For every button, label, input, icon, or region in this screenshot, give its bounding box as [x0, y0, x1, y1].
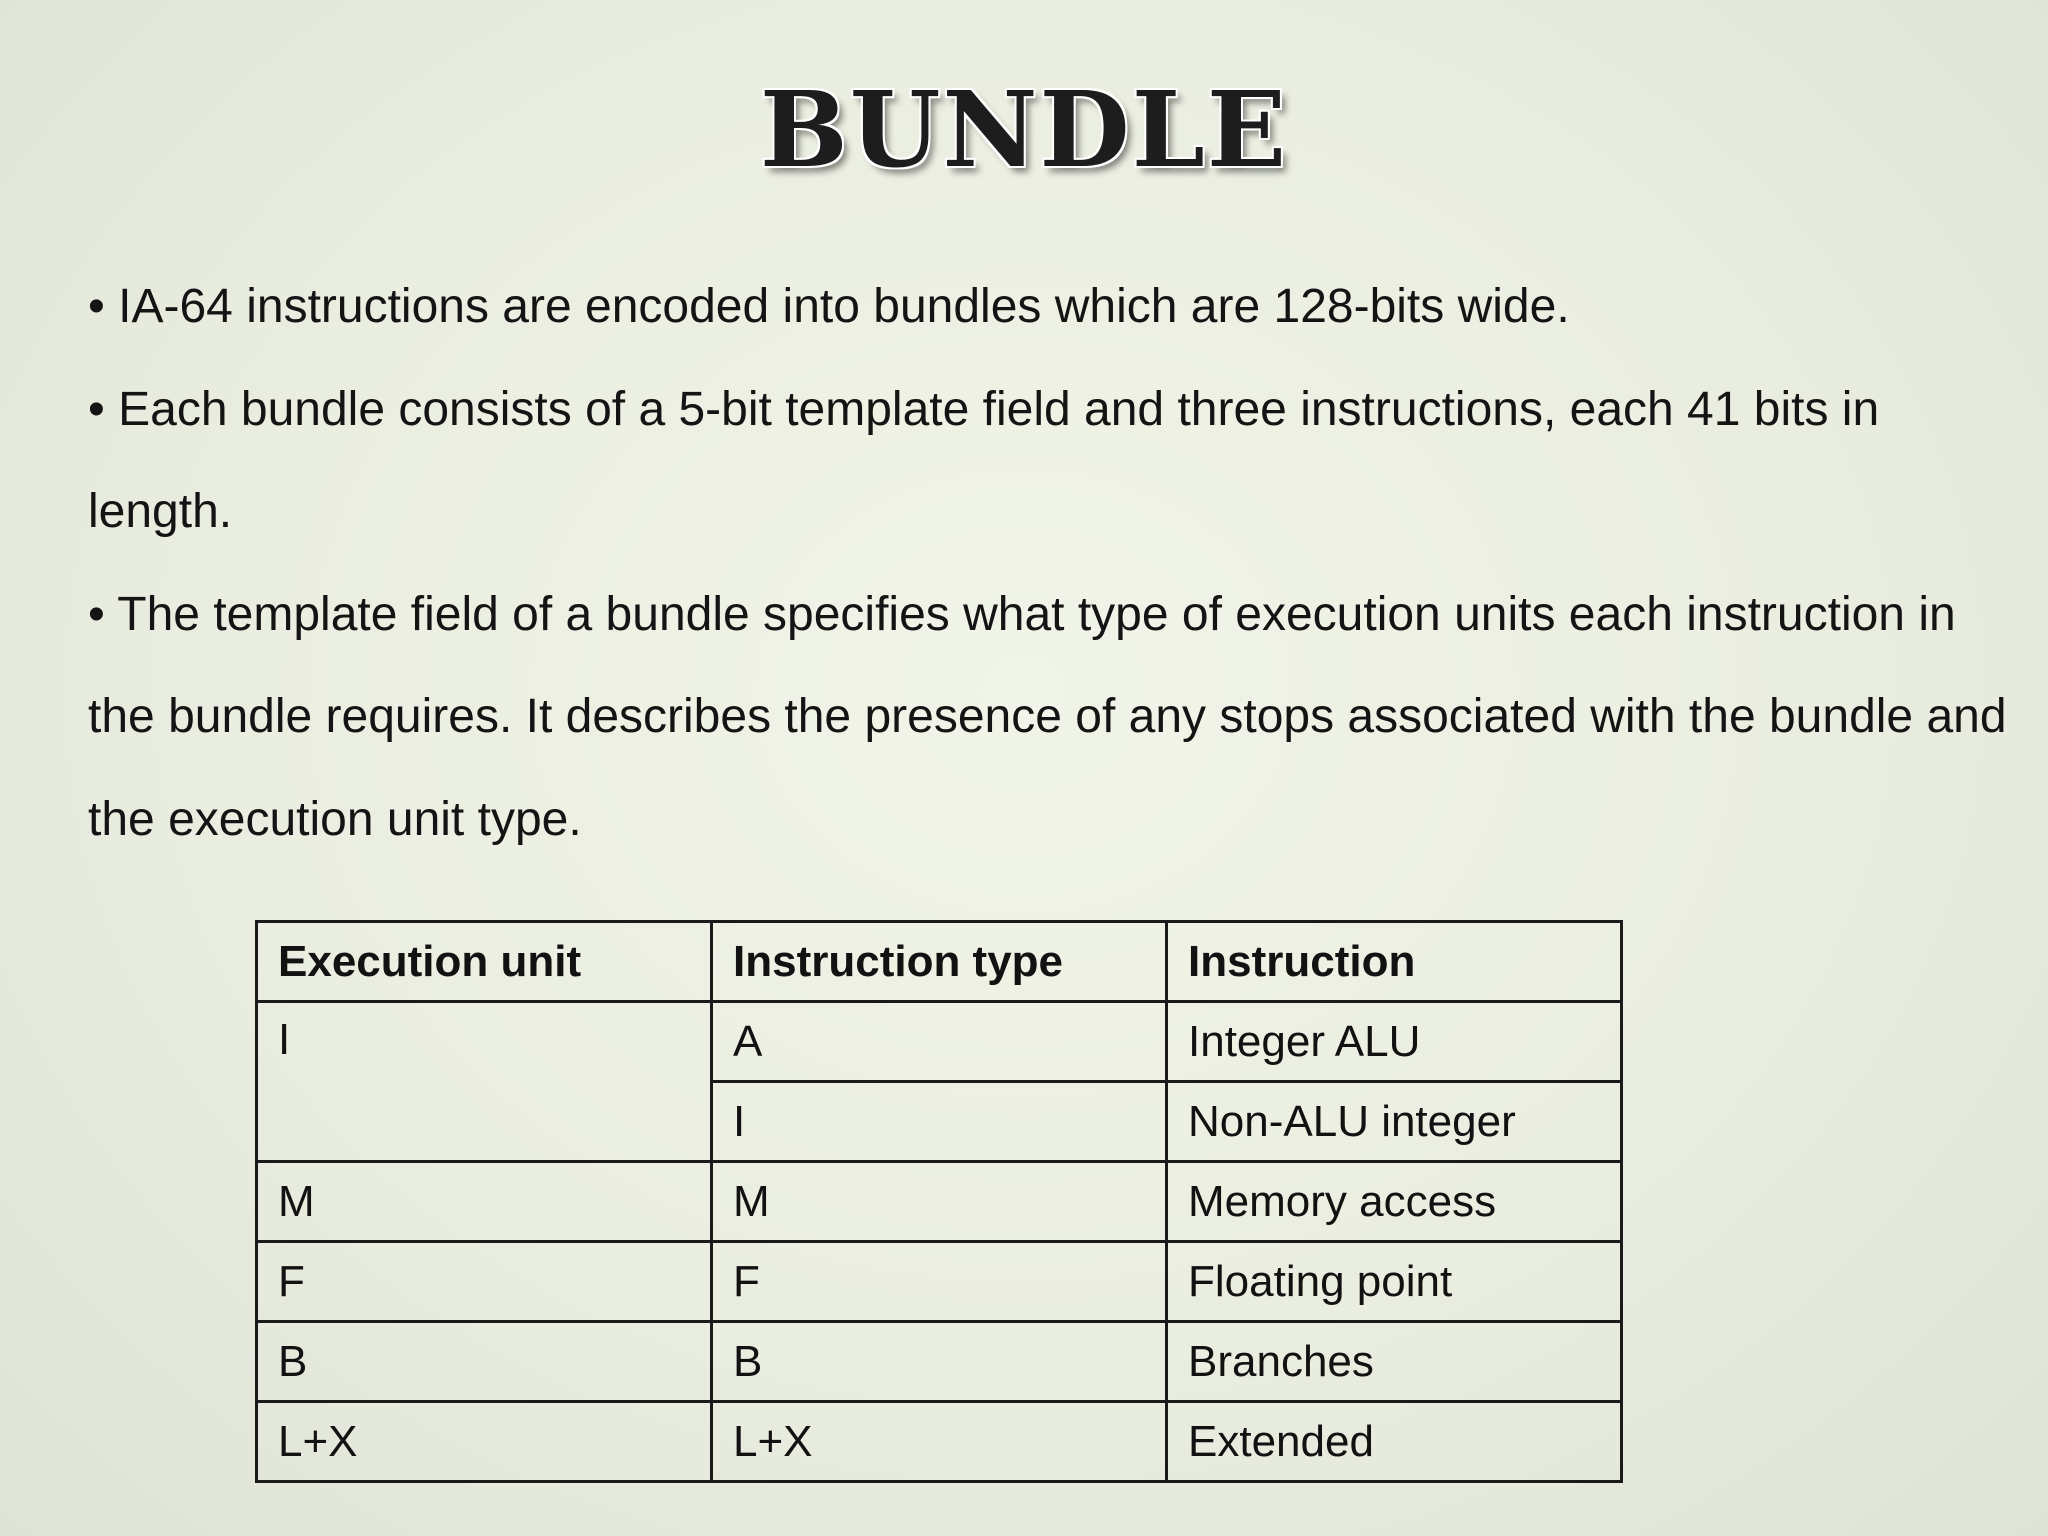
- cell-instruction: Non-ALU integer: [1167, 1082, 1622, 1162]
- table-header-row: [257, 922, 1622, 1002]
- header-instruction: Instruction: [1167, 922, 1622, 1002]
- bullet-list: [88, 256, 2028, 871]
- bullet-item: • Each bundle consists of a 5-bit template field and three instructions, each 41 bits in length.: [88, 382, 1880, 538]
- execution-unit-table: [255, 920, 1623, 1483]
- cell-unit: L+X: [257, 1402, 712, 1482]
- table-row: [257, 1162, 1622, 1242]
- header-execution-unit: Execution unit: [257, 922, 712, 1002]
- slide-title: BUNDLE: [759, 68, 1289, 191]
- table-row: [257, 1242, 1622, 1322]
- table-row: [257, 1402, 1622, 1482]
- cell-unit: B: [257, 1322, 712, 1402]
- cell-type: A: [712, 1002, 1167, 1082]
- table-row: [257, 1322, 1622, 1402]
- table-row: [257, 1002, 1622, 1082]
- cell-type: F: [712, 1242, 1167, 1322]
- cell-instruction: Branches: [1167, 1322, 1622, 1402]
- cell-instruction: Extended: [1167, 1402, 1622, 1482]
- cell-unit: F: [257, 1242, 712, 1322]
- cell-type: B: [712, 1322, 1167, 1402]
- bullet-item: • IA-64 instructions are encoded into bundles which are 128-bits wide.: [88, 280, 1570, 333]
- bullet-item: • The template field of a bundle specifies what type of execution units each instruction in the bundle requires. It describes the presence of any stops associated with the bundle and the execution unit type.: [88, 587, 2007, 846]
- cell-type: I: [712, 1082, 1167, 1162]
- cell-unit: I: [257, 1002, 712, 1162]
- header-instruction-type: Instruction type: [712, 922, 1167, 1002]
- cell-unit: M: [257, 1162, 712, 1242]
- cell-type: M: [712, 1162, 1167, 1242]
- cell-type: L+X: [712, 1402, 1167, 1482]
- cell-instruction: Memory access: [1167, 1162, 1622, 1242]
- cell-instruction: Floating point: [1167, 1242, 1622, 1322]
- cell-instruction: Integer ALU: [1167, 1002, 1622, 1082]
